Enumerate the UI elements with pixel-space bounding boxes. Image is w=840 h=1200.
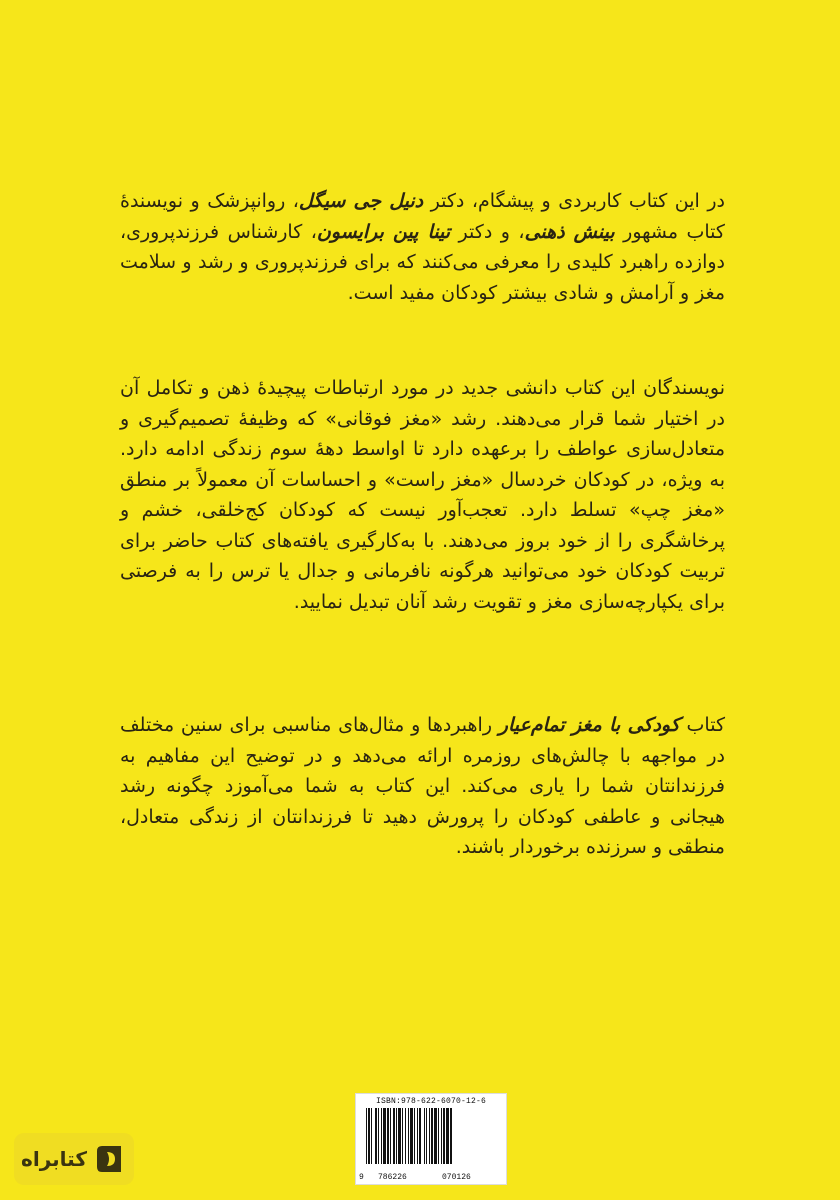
paragraph-text: ، و دکتر <box>450 220 525 243</box>
barcode-bars <box>366 1108 500 1172</box>
isbn-label: ISBN:978-622-6070-12-6 <box>375 1097 487 1106</box>
paragraph-text: ، کارشناس فرزندپروری، دوازده راهبرد کلیدی را معرفی می‌کنند که برای فرزندپروری و رشد و سلامت مغز و آرامش و شادی بیشتر کودکان مفید است. <box>120 220 725 304</box>
paragraph-text: ، روانپزشک و نویسندهٔ کتاب مشهور <box>120 190 725 243</box>
barcode-digit-lead: 9 <box>359 1173 364 1182</box>
ketabrah-logo <box>14 1133 134 1185</box>
description-paragraph-3 <box>120 710 725 863</box>
barcode-digit-group-2: 070126 <box>442 1173 471 1182</box>
description-paragraph-2 <box>120 373 725 617</box>
emphasized-title: تینا پین برایسون <box>316 220 451 243</box>
isbn-barcode <box>355 1093 507 1185</box>
description-paragraph-1 <box>120 186 725 308</box>
barcode-digit-group-1: 786226 <box>378 1173 407 1182</box>
paragraph-text: در این کتاب کاربردی و پیشگام، دکتر <box>423 190 725 212</box>
book-icon <box>93 1142 127 1176</box>
emphasized-title: دنیل جی سیگل <box>298 190 424 212</box>
paragraph-text: نویسندگان این کتاب دانشی جدید در مورد ارتباطات پیچیدهٔ ذهن و تکامل آن در اختیار شما قرار می‌دهند. رشد «مغز فوقانی» که وظیفهٔ تصمیم‌گیری و متعادل‌سازی عواطف را برعهده دارد تا اواسط دههٔ سوم زندگی ادامه دارد. به ویژه، در کودکان خردسال «مغز راست» و احساسات آن معمولاً بر منطق «مغز چپ» تسلط دارد. تعجب‌آور نیست که کودکان کج‌خلقی، خشم و پرخاشگری را از خود بروز می‌دهند. با به‌کارگیری یافته‌های کتاب حاضر برای تربیت کودکان خود می‌توانید هرگونه نافرمانی و جدال یا ترس را به فرصتی برای یکپارچه‌سازی مغز و تقویت رشد آنان تبدیل نمایید. <box>120 377 725 613</box>
logo-text: کتابراه <box>21 1147 87 1171</box>
paragraph-text: کتاب <box>679 714 726 736</box>
paragraph-text: راهبردها و مثال‌های مناسبی برای سنین مختلف در مواجهه با چالش‌های روزمره ارائه می‌دهد و در توضیح این مفاهیم به فرزندانتان شما را یاری می‌کند. این کتاب به شما می‌آموزد چگونه رشد هیجانی و عاطفی کودکان را پرورش دهید تا فرزندانتان از زندگی متعادل، منطقی و سرزنده برخوردار باشند. <box>120 714 725 858</box>
emphasized-title: کودکی با مغز تمام‌عیار <box>498 714 680 736</box>
emphasized-title: بینش ذهنی <box>524 220 615 243</box>
